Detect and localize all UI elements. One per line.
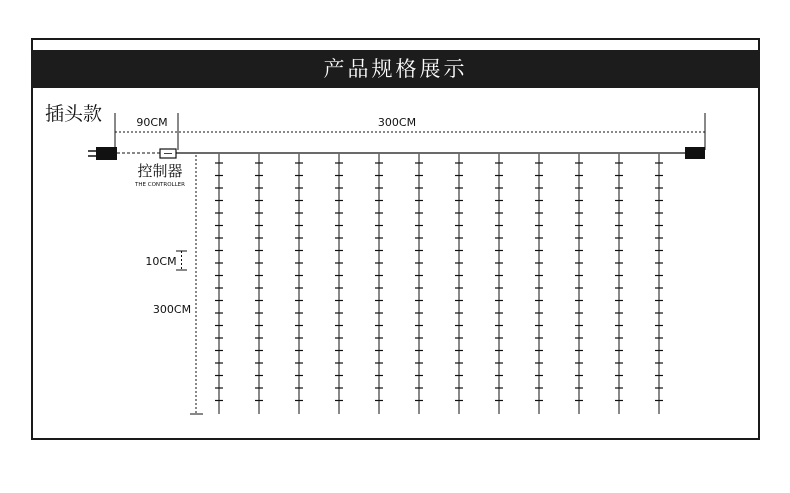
light-strands bbox=[215, 154, 663, 414]
height-label: 300CM bbox=[152, 303, 192, 316]
light-strand bbox=[535, 154, 543, 414]
plug-distance-label: 90CM bbox=[136, 116, 168, 129]
controller-sub-label: THE CONTROLLER bbox=[135, 182, 185, 188]
plug-icon bbox=[88, 147, 117, 160]
light-strand bbox=[415, 154, 423, 414]
light-strand bbox=[655, 154, 663, 414]
page-title: 产品规格展示 bbox=[31, 50, 760, 88]
light-strand bbox=[375, 154, 383, 414]
light-strand bbox=[335, 154, 343, 414]
width-label: 300CM bbox=[377, 116, 417, 129]
spacing-label: 10CM bbox=[145, 255, 177, 268]
controller-label: 控制器 bbox=[137, 162, 183, 180]
spacing-dimension bbox=[176, 251, 187, 270]
height-dimension-line bbox=[190, 155, 203, 414]
light-strand bbox=[455, 154, 463, 414]
light-strand bbox=[295, 154, 303, 414]
light-strand bbox=[575, 154, 583, 414]
end-cap bbox=[685, 147, 705, 159]
light-strand bbox=[255, 154, 263, 414]
model-label: 插头款 bbox=[45, 103, 103, 125]
light-strand bbox=[495, 154, 503, 414]
light-strand bbox=[215, 154, 223, 414]
controller-box bbox=[160, 149, 176, 158]
light-strand bbox=[615, 154, 623, 414]
